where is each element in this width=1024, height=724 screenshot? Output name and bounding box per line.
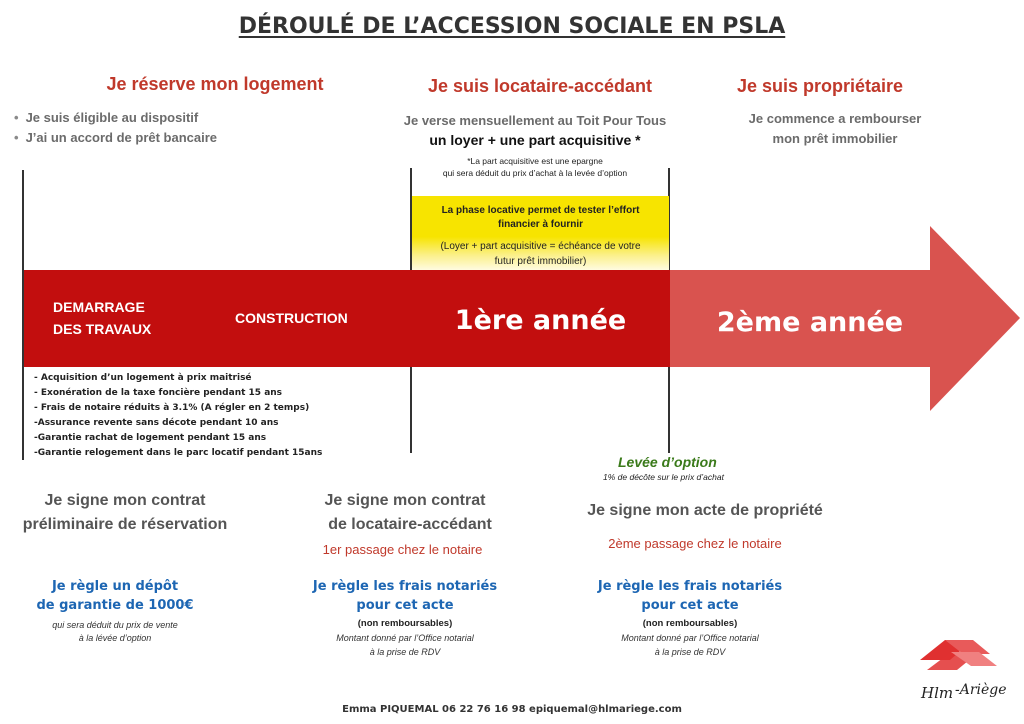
svg-text:Hlm: Hlm — [921, 684, 954, 702]
step3-note1: Montant donné par l’Office notarial — [621, 633, 759, 643]
part-acquisitive-note1: *La part acquisitive est une epargne — [467, 156, 603, 166]
test-phase-line2: financier à fournir — [497, 219, 583, 230]
step2-note1: Montant donné par l’Office notarial — [336, 633, 474, 643]
test-phase-line3: (Loyer + part acquisitive = échéance de votre — [440, 241, 641, 252]
benefit-item: -Assurance revente sans décote pendant 10 ans — [34, 418, 279, 428]
step1-pay2: de garantie de 1000€ — [36, 598, 194, 613]
start-works-line1: DEMARRAGE — [53, 299, 145, 315]
year-1-label: 1ère année — [454, 305, 627, 336]
hlm-ariege-logo — [915, 632, 1010, 710]
step3-pay2: pour cet acte — [641, 598, 739, 613]
benefit-item: - Frais de notaire réduits à 3.1% (A régler en 2 temps) — [34, 403, 310, 413]
test-phase-line4: futur prêt immobilier) — [494, 256, 587, 267]
levee-option-note: 1% de décôte sur le prix d’achat — [603, 472, 724, 482]
step1-line1: Je signe mon contrat — [44, 492, 206, 509]
part-acquisitive-note2: qui sera déduit du prix d’achat à la levée d’option — [442, 168, 628, 178]
phase-locataire-line1: Je verse mensuellement au Toit Pour Tous — [403, 113, 667, 128]
levee-option-title: Levée d’option — [618, 454, 717, 470]
step3-line1: Je signe mon acte de propriété — [587, 502, 823, 519]
eligibility-item: • Je suis éligible au dispositif — [14, 110, 217, 125]
benefit-item: - Acquisition d’un logement à prix maitrisé — [34, 373, 252, 383]
year-2-label: 2ème année — [716, 307, 904, 338]
step1-note2: à la lévée d’option — [78, 633, 152, 643]
step1-note1: qui sera déduit du prix de vente — [52, 620, 178, 630]
benefit-item: -Garantie relogement dans le parc locatif pendant 15ans — [34, 448, 323, 458]
test-phase-line1: La phase locative permet de tester l’effort — [441, 205, 640, 216]
phase-reserve-title: Je réserve mon logement — [106, 74, 324, 94]
eligibility-list — [14, 110, 217, 150]
step1-line2: préliminaire de réservation — [22, 516, 228, 533]
step2-line2: de locataire-accédant — [328, 516, 492, 533]
step2-pay1: Je règle les frais notariés — [312, 579, 498, 594]
step2-note2: à la prise de RDV — [369, 647, 441, 657]
contact-footer: Emma PIQUEMAL 06 22 76 16 98 epiquemal@hlmariege.com — [342, 704, 682, 715]
construction-label: CONSTRUCTION — [235, 310, 348, 326]
phase-proprietaire-line1: Je commence a rembourser — [748, 111, 922, 126]
eligibility-item: • J’ai un accord de prêt bancaire — [14, 130, 217, 145]
page-title: DÉROULÉ DE L’ACCESSION SOCIALE EN PSLA — [238, 14, 786, 39]
phase-locataire-line2: un loyer + une part acquisitive * — [429, 132, 641, 148]
phase-proprietaire-line2: mon prêt immobilier — [772, 131, 898, 146]
step3-pay1: Je règle les frais notariés — [597, 579, 783, 594]
benefit-item: - Exonération de la taxe foncière pendant 15 ans — [34, 388, 283, 398]
step2-pay2: pour cet acte — [356, 598, 454, 613]
phase-locataire-title: Je suis locataire-accédant — [427, 76, 653, 96]
step3-note2: à la prise de RDV — [654, 647, 726, 657]
step3-notary: 2ème passage chez le notaire — [608, 536, 782, 551]
step2-non-refundable: (non remboursables) — [357, 618, 453, 629]
step2-line1: Je signe mon contrat — [324, 492, 486, 509]
benefits-list — [34, 371, 322, 461]
start-works-line2: DES TRAVAUX — [53, 321, 152, 337]
phase-proprietaire-title: Je suis propriétaire — [736, 76, 904, 96]
svg-text:-Ariège: -Ariège — [955, 682, 1007, 698]
step1-pay1: Je règle un dépôt — [51, 579, 179, 594]
arrow-head-icon — [930, 226, 1020, 411]
step2-notary: 1er passage chez le notaire — [322, 542, 483, 557]
step3-non-refundable: (non remboursables) — [642, 618, 738, 629]
benefit-item: -Garantie rachat de logement pendant 15 ans — [34, 433, 267, 443]
